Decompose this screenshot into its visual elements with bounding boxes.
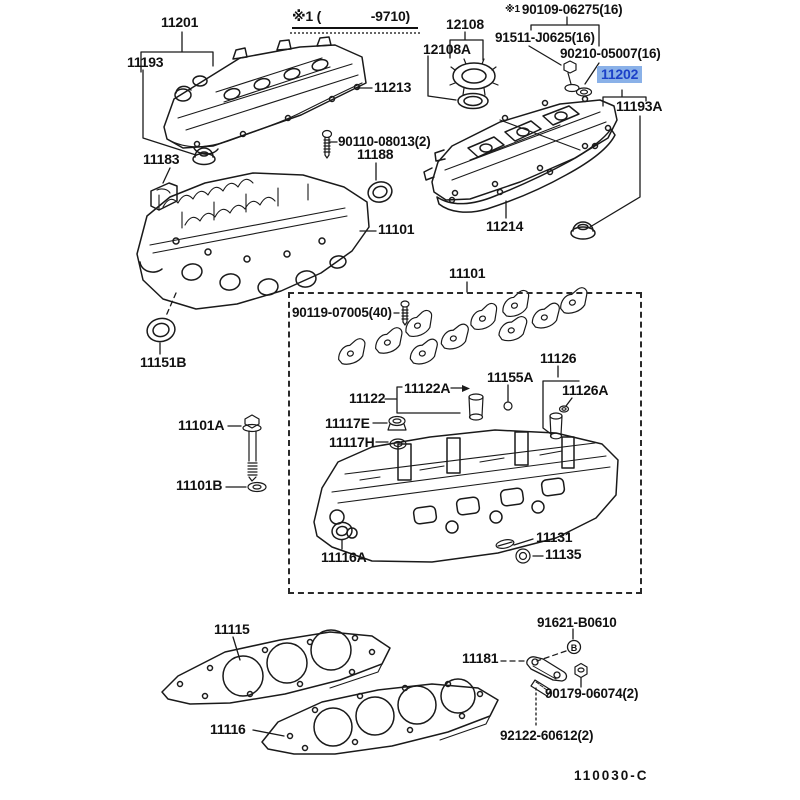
bolt-11101a-drawing	[243, 415, 261, 481]
part-label-12108[interactable]: 12108	[446, 16, 484, 32]
oil-filler-cap-drawing	[450, 59, 498, 109]
part-label-11101a[interactable]: 11101A	[178, 417, 225, 433]
part-label-11181[interactable]: 11181	[462, 650, 499, 666]
part-label-11122[interactable]: 11122	[349, 390, 386, 406]
head-gasket-11115-drawing	[162, 630, 390, 704]
part-label-11115[interactable]: 11115	[214, 621, 250, 637]
part-label-11151b[interactable]: 11151B	[140, 354, 187, 370]
camshaft-seal-drawing	[366, 179, 394, 205]
part-label-91511[interactable]: 91511-J0625(16)	[495, 30, 595, 45]
part-label-11213[interactable]: 11213	[374, 79, 412, 95]
part-label-11116a[interactable]: 11116A	[321, 549, 367, 565]
part-number-90109[interactable]: 90109-06275(16)	[521, 2, 623, 17]
part-label-11183[interactable]: 11183	[143, 151, 180, 167]
part-label-11126[interactable]: 11126	[540, 350, 577, 366]
part-label-11131[interactable]: 11131	[536, 529, 573, 545]
cover-bolt-drawing	[564, 61, 592, 96]
nut-90179-drawing	[575, 664, 587, 678]
part-label-11193a[interactable]: 11193A	[616, 98, 663, 114]
bolt-90110-drawing	[323, 131, 332, 159]
part-label-11101b[interactable]: 11101B	[176, 477, 223, 493]
part-label-11193[interactable]: 11193	[127, 54, 164, 70]
cylinder-head-1-drawing	[137, 173, 369, 309]
part-label-11117h[interactable]: 11117H	[329, 434, 375, 450]
part-label-11122a[interactable]: 11122A	[404, 380, 451, 396]
part-label-11101-box[interactable]: 11101	[449, 265, 486, 281]
ref-mark: ※1	[505, 4, 520, 15]
diagram-code: 110030-C	[574, 768, 649, 783]
applicability-note	[292, 8, 418, 29]
part-label-11214[interactable]: 11214	[486, 218, 524, 234]
part-label-90110[interactable]: 90110-08013(2)	[338, 134, 431, 149]
note-right: -9710)	[370, 8, 410, 24]
dome-plug-drawing	[571, 222, 595, 239]
hook-b-marker: B	[570, 643, 578, 653]
engine-hanger-drawing	[527, 657, 567, 681]
washer-11101b-drawing	[248, 483, 266, 492]
ring-11151b-drawing	[145, 316, 177, 344]
part-label-11117e[interactable]: 11117E	[325, 415, 370, 431]
part-label-11135[interactable]: 11135	[545, 546, 582, 562]
part-label-90210[interactable]: 90210-05007(16)	[560, 46, 661, 61]
part-label-11202-highlighted[interactable]: 11202	[597, 66, 642, 83]
valve-cover-1-drawing	[164, 37, 366, 154]
part-label-90119[interactable]: 90119-07005(40)	[292, 305, 392, 320]
part-label-11155a[interactable]: 11155A	[487, 369, 534, 385]
part-label-90179[interactable]: 90179-06074(2)	[545, 686, 639, 701]
part-label-11101-head[interactable]: 11101	[378, 221, 415, 237]
part-label-11126a[interactable]: 11126A	[562, 382, 609, 398]
part-label-90109[interactable]	[505, 2, 622, 18]
part-label-11188[interactable]: 11188	[357, 146, 394, 162]
note-left: ※1 (	[292, 8, 322, 24]
part-label-11116[interactable]: 11116	[210, 721, 246, 737]
part-label-92122[interactable]: 92122-60612(2)	[500, 728, 594, 743]
part-label-11201[interactable]: 11201	[161, 14, 199, 30]
note-underline	[290, 32, 420, 34]
part-label-12108a[interactable]: 12108A	[423, 41, 471, 57]
part-label-91621[interactable]: 91621-B0610	[537, 615, 617, 630]
